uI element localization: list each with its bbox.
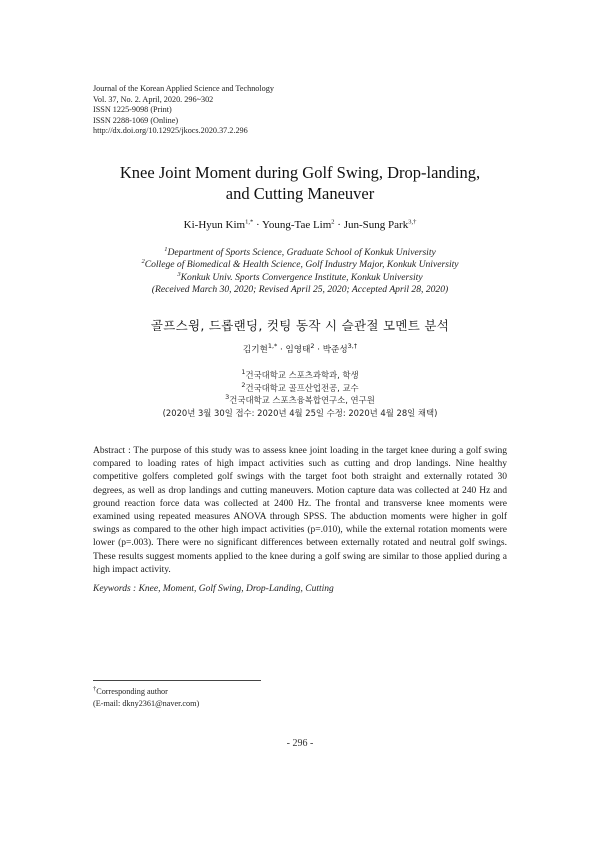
affiliation-2 [0,259,600,271]
korean-author-name: 박준성 [322,345,348,355]
received-dates: (Received March 30, 2020; Revised April 25, 2020; Accepted April 28, 2020) [151,284,449,296]
affiliation-superscript: 2 [141,258,145,266]
author-separator: · [334,219,344,231]
journal-name: Journal of the Korean Applied Science and Technology [93,84,274,93]
korean-affiliation-superscript: 2 [241,380,246,389]
abstract-label: Abstract [93,446,126,456]
corresponding-email: (E-mail: dkny2361@naver.com) [93,699,200,709]
korean-author-separator: · [314,345,323,355]
author-superscript: 1,* [245,218,254,226]
affiliations [0,247,600,297]
affiliation-text: College of Biomedical & Health Science, Golf Industry Major, Konkuk University [144,259,459,271]
abstract [93,445,507,577]
abstract-text: The purpose of this study was to assess knee joint loading in the target knee during a golf swing compared to loading rates of high impact activities such as cutting and drop landings. Nine healthy competitive golfers completed golf swings with the target foot both straight and externally rotated 30 degrees, as well as drop landings and cutting maneuvers. Motion capture data was collected at 240 Hz and ground reaction force data was collected at 2400 Hz. The frontal and transverse knee moments were examined using repeated measures ANOVA through SPSS. The abduction moments were higher in golf swings as compared to the other high impact activities (p=.010), while the external rotation moments were lower (p=.003). There were no significant differences between externally rotated and neutral golf swings. These results suggest moments applied to the knee during a golf swing are similar to those applied during a high impact activity. [93,446,507,575]
corresponding-author [93,686,199,698]
journal-volume: Vol. 37, No. 2. April, 2020. 296~302 [93,94,214,104]
paper-title-line-2: and Cutting Maneuver [225,184,375,203]
affiliation-text: Konkuk Univ. Sports Convergence Institute, Konkuk University [180,271,423,283]
korean-author-name: 임영태 [285,345,311,355]
keywords [93,584,334,594]
keywords-label: Keywords [93,584,131,594]
korean-author-list [0,343,600,355]
author-name: Young-Tae Lim [261,219,332,231]
author-name: Jun-Sung Park [343,219,409,231]
journal-issn-online: ISSN 2288-1069 (Online) [93,115,179,125]
korean-affiliation-3 [0,394,600,407]
author-superscript: 3,† [408,218,417,226]
affiliation-superscript: 3 [177,270,181,278]
korean-author-separator: · [277,345,286,355]
dagger-mark: † [93,685,97,693]
footnote-divider [93,680,261,681]
author-superscript: 2 [331,218,335,226]
korean-affiliation-text: 건국대학교 골프산업전공, 교수 [245,382,359,393]
affiliation-1 [0,247,600,259]
paper-title [0,162,600,204]
author-separator: · [253,219,262,231]
korean-author-superscript: 3,† [347,342,358,351]
author-name: Ki-Hyun Kim [183,219,246,231]
paper-title-line-1: Knee Joint Moment during Golf Swing, Drop-landing, [119,163,481,182]
author-list [0,219,600,231]
korean-affiliation-text: 건국대학교 스포츠과학과, 학생 [245,370,359,380]
korean-affiliation-text: 건국대학교 스포츠융복합연구소, 연구원 [229,395,375,406]
korean-author-name: 김기현 [242,345,268,355]
korean-affiliation-2 [0,382,600,395]
page-number: - 296 - [286,738,314,749]
korean-author-superscript: 2 [310,342,315,351]
affiliation-superscript: 1 [164,245,168,253]
journal-doi[interactable]: http://dx.doi.org/10.12925/jkocs.2020.37.2.296 [93,126,248,136]
affiliation-text: Department of Sports Science, Graduate School of Konkuk University [167,247,436,258]
korean-affiliations [0,369,600,419]
keywords-text: Knee, Moment, Golf Swing, Drop-Landing, Cutting [138,584,334,594]
korean-affiliation-1 [0,369,600,382]
korean-received-dates: (2020년 3월 30일 접수: 2020년 4월 25일 수정: 2020년 4월 28일 채택) [162,407,438,418]
footnote [93,686,199,711]
corresponding-author-label: Corresponding author [96,687,168,696]
affiliation-3 [0,272,600,284]
journal-issn-print: ISSN 1225-9098 (Print) [93,105,172,115]
keywords-separator: : [130,584,139,594]
korean-author-superscript: 1,* [267,342,278,351]
korean-title: 골프스윙, 드롭랜딩, 컷팅 동작 시 슬관절 모멘트 분석 [150,318,450,333]
journal-info [93,84,274,137]
korean-affiliation-superscript: 1 [241,368,246,377]
korean-affiliation-superscript: 3 [225,393,230,402]
abstract-separator: : [125,446,134,456]
